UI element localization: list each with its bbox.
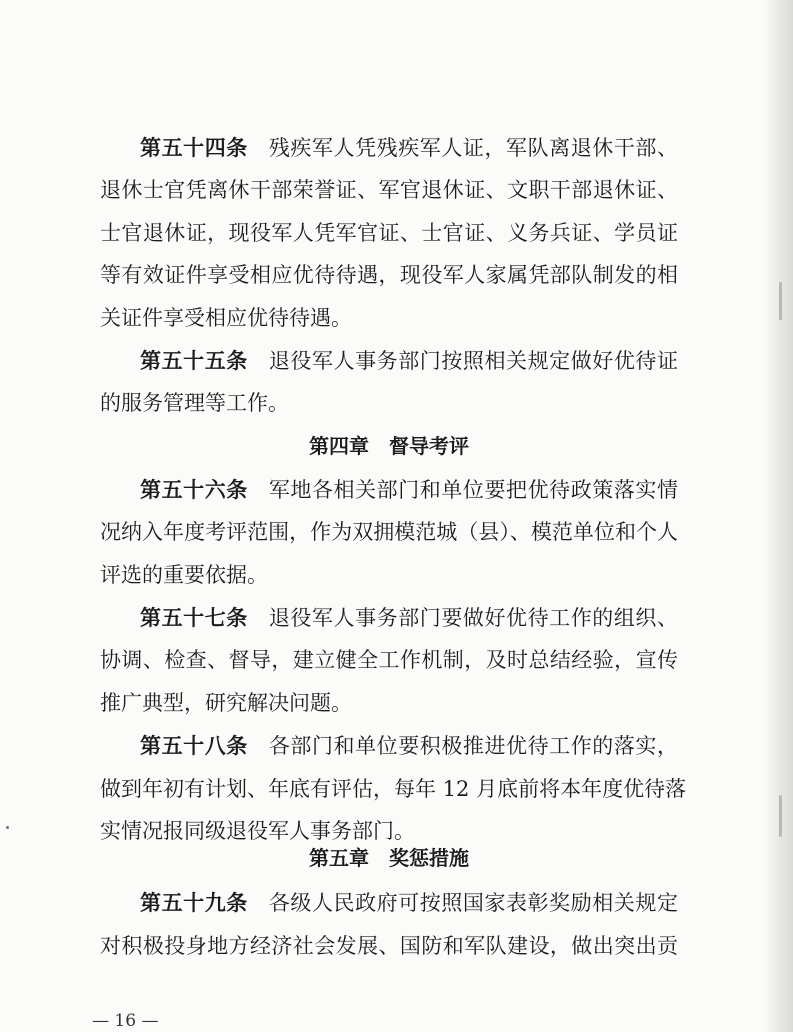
article-55-label: 第五十五条 <box>140 349 248 373</box>
article-55-line-1: 第五十五条 退役军人事务部门按照相关规定做好优待证 <box>140 349 679 373</box>
article-56-label: 第五十六条 <box>140 478 248 502</box>
article-58-line-2: 做到年初有计划、年底有评估，每年 12 月底前将本年度优待落 <box>100 777 687 801</box>
article-56-line-1: 第五十六条 军地各相关部门和单位要把优待政策落实情 <box>140 478 679 502</box>
article-58-line-3: 实情况报同级退役军人事务部门。 <box>100 819 415 843</box>
article-58-label: 第五十八条 <box>140 734 248 758</box>
article-59-line-2: 对积极投身地方经济社会发展、国防和军队建设，做出突出贡 <box>100 934 678 958</box>
article-54-line-3: 士官退休证，现役军人凭军官证、士官证、义务兵证、学员证 <box>100 221 678 245</box>
article-54-label: 第五十四条 <box>140 136 248 160</box>
page-number: — 16 — <box>92 1011 159 1031</box>
staple-mark-top <box>779 282 782 320</box>
article-58-line-1: 第五十八条 各部门和单位要积极推进优待工作的落实， <box>140 734 679 758</box>
binding-shadow <box>763 0 793 1032</box>
article-55-line-2: 的服务管理等工作。 <box>100 391 289 415</box>
article-59-line-1: 第五十九条 各级人民政府可按照国家表彰奖励相关规定 <box>140 891 679 915</box>
article-56-line-2: 况纳入年度考评范围，作为双拥模范城（县）、模范单位和个人 <box>100 520 678 544</box>
article-57-label: 第五十七条 <box>140 606 248 630</box>
article-54-line-1: 第五十四条 残疾军人凭残疾军人证，军队离退休干部、 <box>140 136 679 160</box>
article-57-line-3: 推广典型，研究解决问题。 <box>100 691 352 715</box>
article-57-line-2: 协调、检查、督导，建立健全工作机制，及时总结经验，宣传 <box>100 648 678 672</box>
chapter-4-heading: 第四章 督导考评 <box>309 434 469 458</box>
article-54-line-4: 等有效证件享受相应优待待遇，现役军人家属凭部队制发的相 <box>100 263 678 287</box>
article-57-line-1: 第五十七条 退役军人事务部门要做好优待工作的组织、 <box>140 606 679 630</box>
staple-mark-bottom <box>779 795 782 837</box>
chapter-5-heading: 第五章 奖惩措施 <box>309 846 469 870</box>
article-54-line-2: 退休士官凭离休干部荣誉证、军官退休证、文职干部退休证、 <box>100 178 678 202</box>
article-54-line-5: 关证件享受相应优待待遇。 <box>100 306 352 330</box>
article-59-label: 第五十九条 <box>140 891 248 915</box>
scan-speck <box>6 826 9 829</box>
article-56-line-3: 评选的重要依据。 <box>100 563 268 587</box>
